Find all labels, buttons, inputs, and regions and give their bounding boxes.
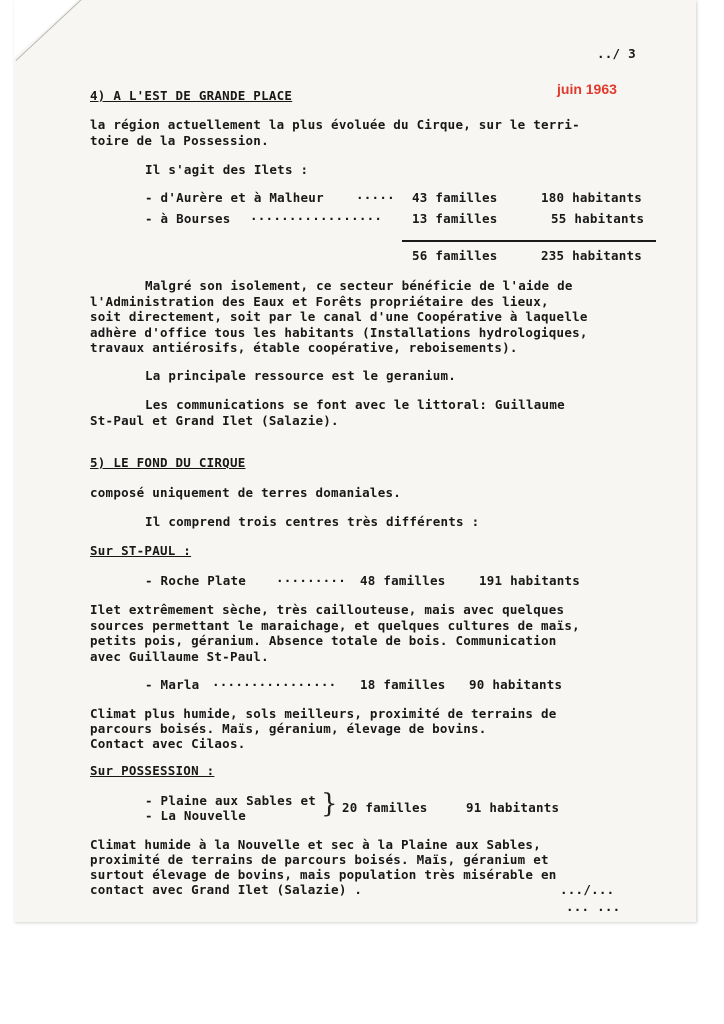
roche-plate-families: 48 familles bbox=[360, 573, 446, 588]
section-4-intro-line-2: toire de la Possession. bbox=[90, 133, 269, 148]
ilet-row-dots: ················· bbox=[250, 211, 383, 226]
section-5-centers: Il comprend trois centres très différents : bbox=[145, 514, 480, 529]
roche-desc-line-2: sources permettant le maraichage, et quelques cultures de maïs, bbox=[90, 618, 580, 633]
sec4-para1-line-3: soit directement, soit par le canal d'une Coopérative à laquelle bbox=[90, 309, 588, 324]
ilet-row-people: 180 habitants bbox=[541, 190, 643, 205]
ilet-row-people: 55 habitants bbox=[551, 211, 645, 226]
ilet-row-dots: ····· bbox=[356, 190, 395, 205]
page-reference: ../ 3 bbox=[597, 46, 636, 61]
plaine-line-1: - Plaine aux Sables et bbox=[145, 793, 317, 808]
roche-plate-name: - Roche Plate bbox=[145, 573, 247, 588]
typed-page bbox=[14, 0, 696, 922]
plaine-desc-line-2: proximité de terrains de parcours boisés. Maïs, géranium et bbox=[90, 852, 549, 867]
roche-desc-line-1: Ilet extrêmement sèche, très caillouteuse, mais avec quelques bbox=[90, 602, 565, 617]
plaine-line-2: - La Nouvelle bbox=[145, 808, 247, 823]
marla-people: 90 habitants bbox=[469, 677, 563, 692]
marla-desc-line-1: Climat plus humide, sols meilleurs, proximité de terrains de bbox=[90, 706, 557, 721]
ilet-row-families: 13 familles bbox=[412, 211, 498, 226]
sec4-para1-line-2: l'Administration des Eaux et Forêts propriétaire des lieux, bbox=[90, 294, 549, 309]
marla-desc-line-2: parcours boisés. Maïs, géranium, élevage de bovins. bbox=[90, 721, 487, 736]
roche-plate-people: 191 habitants bbox=[479, 573, 581, 588]
section-5-heading: 5) LE FOND DU CIRQUE bbox=[90, 455, 246, 470]
sec4-para3-line-2: St-Paul et Grand Ilet (Salazie). bbox=[90, 413, 339, 428]
section-5-intro: composé uniquement de terres domaniales. bbox=[90, 485, 402, 500]
marla-name: - Marla bbox=[145, 677, 200, 692]
ilets-intro: Il s'agit des Ilets : bbox=[145, 162, 309, 177]
sec4-para1-line-4: adhère d'office tous les habitants (Installations hydrologiques, bbox=[90, 325, 588, 340]
continuation-dots: ... ... bbox=[566, 899, 621, 914]
roche-plate-dots: ········· bbox=[276, 573, 346, 588]
date-annotation: juin 1963 bbox=[557, 81, 617, 97]
brace-mark: } bbox=[321, 789, 338, 819]
plaine-families: 20 familles bbox=[342, 800, 428, 815]
ilet-row-families: 43 familles bbox=[412, 190, 498, 205]
marla-families: 18 familles bbox=[360, 677, 446, 692]
section-4-intro-line-1: la région actuellement la plus évoluée du Cirque, sur le terri- bbox=[90, 117, 580, 132]
plaine-desc-line-3: surtout élevage de bovins, mais population très misérable en bbox=[90, 867, 557, 882]
sec4-para2: La principale ressource est le geranium. bbox=[145, 368, 457, 383]
roche-desc-line-4: avec Guillaume St-Paul. bbox=[90, 649, 269, 664]
sec4-para3-line-1: Les communications se font avec le littoral: Guillaume bbox=[145, 397, 565, 412]
continuation-marker: .../... bbox=[560, 882, 615, 897]
ilet-row-name: - à Bourses bbox=[145, 211, 231, 226]
plaine-desc-line-4: contact avec Grand Ilet (Salazie) . bbox=[90, 882, 363, 897]
sec4-para1-line-5: travaux antiérosifs, étable coopérative, reboisements). bbox=[90, 340, 518, 355]
ilet-row-name: - d'Aurère et à Malheur bbox=[145, 190, 324, 205]
total-families: 56 familles bbox=[412, 248, 498, 263]
total-rule bbox=[402, 240, 656, 242]
marla-dots: ················ bbox=[212, 677, 337, 692]
roche-desc-line-3: petits pois, géranium. Absence totale de bois. Communication bbox=[90, 633, 557, 648]
plaine-people: 91 habitants bbox=[466, 800, 560, 815]
st-paul-label: Sur ST-PAUL : bbox=[90, 543, 192, 558]
plaine-desc-line-1: Climat humide à la Nouvelle et sec à la Plaine aux Sables, bbox=[90, 837, 541, 852]
folded-corner bbox=[14, 0, 78, 58]
section-4-heading: 4) A L'EST DE GRANDE PLACE bbox=[90, 88, 293, 103]
total-people: 235 habitants bbox=[541, 248, 643, 263]
marla-desc-line-3: Contact avec Cilaos. bbox=[90, 736, 246, 751]
sec4-para1-line-1: Malgré son isolement, ce secteur bénéficie de l'aide de bbox=[145, 278, 573, 293]
possession-label: Sur POSSESSION : bbox=[90, 763, 215, 778]
